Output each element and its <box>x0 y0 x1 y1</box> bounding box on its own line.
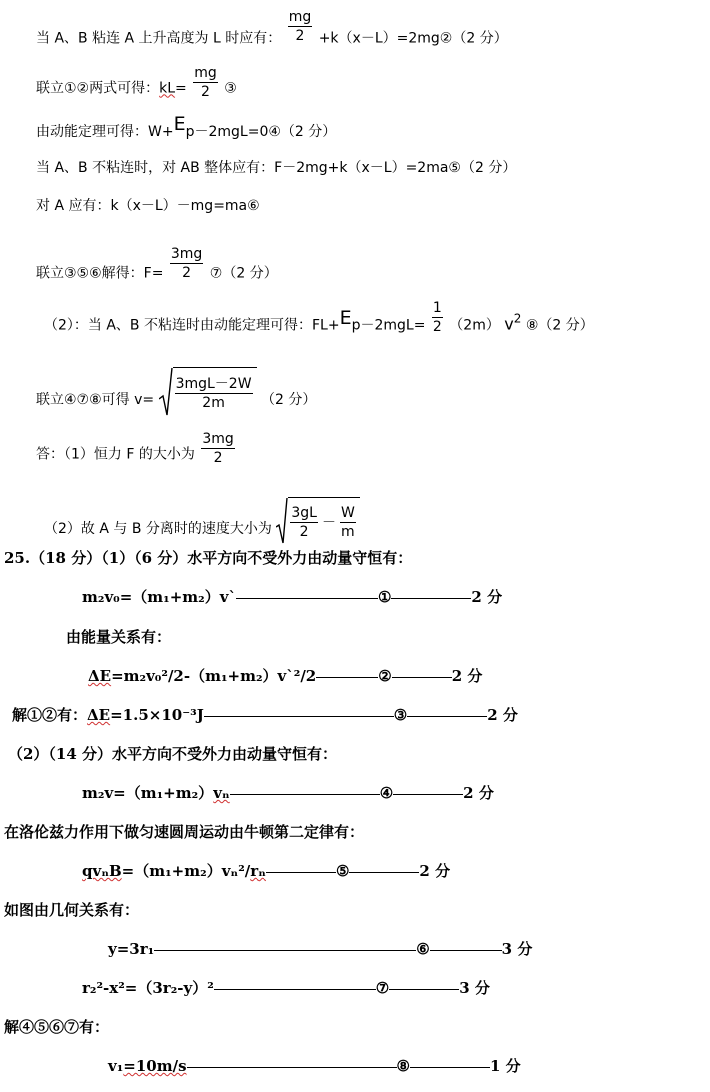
line-part2-kinetic: （2）：当 A、B 不粘连时由动能定理可得：FL+Ep－2mgL= $\frac{1}{2}$ （2m） v2 ⑧（2 分） <box>44 300 594 335</box>
equation-8: v₁=10m/s ⑧ 1 分 <box>108 1057 521 1075</box>
radical-sign-icon <box>159 367 173 417</box>
line-solve-f: 联立③⑤⑥解得：F= $\frac{3mg}{2}$ ⑦（2 分） <box>36 246 278 282</box>
solve-title: 解④⑤⑥⑦有： <box>4 1018 110 1036</box>
fraction-mg-over-2: $\frac{mg}{2}$ <box>288 9 312 44</box>
lorentz-title: 在洛伦兹力作用下做匀速圆周运动由牛顿第二定律有： <box>4 823 365 841</box>
fraction-mg-over-2: $\frac{mg}{2}$ <box>194 65 217 100</box>
line-ab-connected-rise: 当 A、B 粘连 A 上升高度为 L 时应有： $\frac{mg}{2}$ +k（x－L）=2mg②（2 分） <box>36 9 508 47</box>
sqrt-expression: $\frac{\text{3mgL－2W}}{2m}$ <box>159 367 257 417</box>
line-combine-kl: 联立①②两式可得：kL= $\frac{mg}{2}$ ③ <box>36 65 237 100</box>
question-25-title: 25.（18 分）（1）（6 分）水平方向不受外力由动量守恒有： <box>4 549 413 567</box>
fraction-3mg-over-2: $\frac{3mg}{2}$ <box>202 431 234 466</box>
line-answer-2: （2）故 A 与 B 分离时的速度大小为 $\frac{3gL}{2}$ － $\frac{W}{m}$ <box>44 505 360 553</box>
equation-4: m₂v=（m₁+m₂）vₙ ④ 2 分 <box>82 784 494 802</box>
sqrt-expression: $\frac{3gL}{2}$ － $\frac{W}{m}$ <box>276 497 359 545</box>
energy-title: 由能量关系有： <box>66 628 172 646</box>
radical-sign-icon <box>276 497 288 545</box>
equation-3: 解①②有：ΔE=1.5×10⁻³J ③ 2 分 <box>12 706 518 724</box>
fraction-1-over-2: $\frac{1}{2}$ <box>432 300 442 335</box>
line-solve-v: 联立④⑦⑧可得 v= $\frac{\text{3mgL－2W}}{2m}$ （2 分） <box>36 375 316 425</box>
equation-2: ΔE=m₂v₀²/2-（m₁+m₂）v`²/2 ② 2 分 <box>88 667 483 685</box>
equation-6: y=3r₁ ⑥ 3 分 <box>108 940 533 958</box>
equation-5: qvₙB=（m₁+m₂）vₙ²/rₙ ⑤ 2 分 <box>82 862 451 880</box>
line-ab-whole: 当 A、B 不粘连时，对 AB 整体应有：F－2mg+k（x－L）=2ma⑤（2 分） <box>36 160 517 176</box>
equation-1: m₂v₀=（m₁+m₂）v` ① 2 分 <box>82 588 503 606</box>
equation-7: r₂²-x²=（3r₂-y）² ⑦ 3 分 <box>82 979 490 997</box>
geometry-title: 如图由几何关系有： <box>4 901 140 919</box>
part-2-title: （2）（14 分）水平方向不受外力由动量守恒有： <box>8 745 338 763</box>
line-answer-1: 答：（1）恒力 F 的大小为 $\frac{3mg}{2}$ <box>36 431 234 466</box>
fraction-3mg-over-2: $\frac{3mg}{2}$ <box>170 246 203 281</box>
line-kinetic-theorem: 由动能定理可得：W+Ep－2mgL=0④（2 分） <box>36 113 337 140</box>
line-a-equation: 对 A 应有：k（x－L）－mg=ma⑥ <box>36 198 260 214</box>
